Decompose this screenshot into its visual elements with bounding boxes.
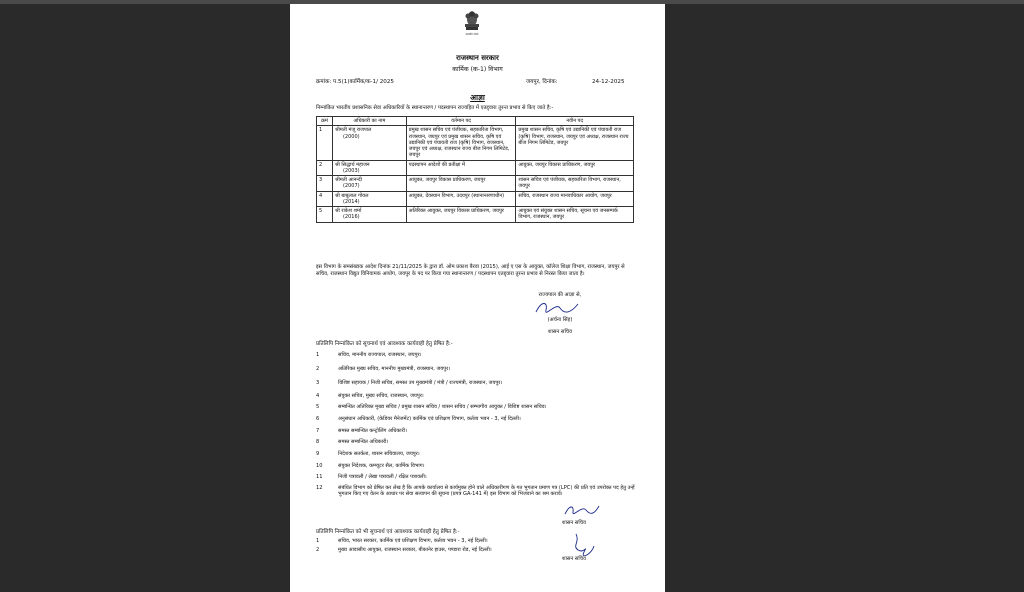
row-new-post: आयुक्त, जयपुर विकास प्राधिकरण, जयपुर [516, 160, 634, 176]
table-row [317, 207, 634, 223]
row-officer [332, 126, 406, 160]
state-emblem-icon [462, 10, 482, 36]
list-item [316, 547, 646, 553]
govt-name: राजस्थान सरकार [456, 54, 499, 62]
item-number: 8 [316, 439, 320, 445]
svg-text:सत्यमेव जयते: सत्यमेव जयते [465, 33, 479, 36]
header-current-post: वर्तमान पद [406, 117, 516, 126]
item-text: मुख्य आवासीय आयुक्त, राजस्थान सरकार, बीकानेर हाउस, पण्डारा रोड, नई दिल्ली। [338, 547, 492, 553]
officer-batch: (2007) [342, 183, 360, 190]
header-serial: क्रमं [317, 117, 333, 126]
document-page [290, 4, 665, 592]
list-item [316, 463, 646, 469]
table-row [317, 191, 634, 207]
by-order-text: राज्यपाल की आज्ञा से, [538, 292, 582, 298]
item-text: विशिष्ट सहायक / निजी सचिव, समस्त उप मुख्यमंत्री / मंत्री / राज्यमंत्री, राजस्थान, जयपुर। [338, 380, 503, 386]
row-serial: 2 [317, 160, 333, 176]
row-new-post: सचिव, राजस्थान राज्य मानवाधिकार आयोग, जयपुर [516, 191, 634, 207]
table-row [317, 126, 634, 160]
item-number: 3 [316, 380, 320, 386]
row-officer [332, 160, 406, 176]
transfer-table [316, 116, 634, 223]
list-item [316, 404, 646, 410]
officer-name: श्री बाबूलाल गोयल [334, 192, 369, 199]
row-serial: 5 [317, 207, 333, 223]
item-text: अनुसंधान अधिकारी, (केडियर मैनेजमेंट) कार्मिक एवं प्रशिक्षण विभाग, कर्तव्य भवन - 3, नई दिल्ली। [338, 416, 521, 422]
row-serial: 1 [317, 126, 333, 160]
row-serial: 3 [317, 176, 333, 192]
list-item [316, 428, 646, 434]
item-text: निजी पत्रावली / लेखा पत्रावली / रक्षित पत्रावली। [338, 474, 427, 480]
row-current-post: पदस्थापन आदेशों की प्रतीक्षा में [406, 160, 516, 176]
signatory-designation: शासन सचिव [562, 520, 586, 526]
item-number: 6 [316, 416, 320, 422]
signature-icon [566, 532, 596, 556]
item-text: समस्त सम्बन्धित कन्ट्रोलिंग अधिकारी। [338, 428, 407, 434]
item-number: 1 [316, 352, 320, 358]
officer-name: श्रीमती आनन्दी [334, 177, 362, 183]
row-new-post: आयुक्त एवं संयुक्त शासन सचिव, सूचना एवं जनसम्पर्क विभाग, राजस्थान, जयपुर [516, 207, 634, 223]
table-row [317, 176, 634, 192]
order-title: आज्ञा [470, 93, 485, 102]
row-new-post: प्रमुख शासन सचिव, कृषि एवं उद्यानिकी एवं पंचायती राज (कृषि) विभाग, राजस्थान, जयपुर एवं अध्यक्ष, राजस्थान राज्य बीज निगम लिमिटेड, जयपुर [516, 126, 634, 160]
signature-block-1 [520, 292, 600, 336]
signature-icon [562, 502, 602, 518]
list-item [316, 366, 646, 372]
header-officer-name: अधिकारी का नाम [332, 117, 406, 126]
item-number: 2 [316, 366, 320, 372]
list-item [316, 393, 646, 399]
item-number: 4 [316, 393, 320, 399]
item-text: निदेशक सतर्कता, शासन सचिवालय, जयपुर। [338, 451, 420, 457]
list-item [316, 380, 646, 386]
order-number: क्रमांक: प.5(1)कार्मिक/क-1/ 2025 [316, 79, 394, 85]
copy-list-heading: प्रतिलिपि निम्नांकित को सूचनार्थ एवं आवश्यक कार्यवाही हेतु प्रेषित है:- [316, 341, 453, 347]
list-item [316, 451, 646, 457]
item-text: अतिरिक्त मुख्य सचिव, माननीय मुख्यमंत्री, राजस्थान, जयपुर। [338, 366, 451, 372]
order-date: 24-12-2025 [592, 79, 625, 85]
row-current-post: प्रमुख शासन सचिव एवं पंजीयक, सहकारिता विभाग, राजस्थान, जयपुर एवं प्रमुख शासन सचिव, कृषि एवं उद्यानिकी एवं पंचायती राज (कृषि) विभाग, राजस्थान, जयपुर एवं अध्यक्ष, राजस्थान राज्य बीज निगम लिमिटेड, जयपुर [406, 126, 516, 160]
table-row [317, 160, 634, 176]
signatory-designation: शासन सचिव [548, 329, 572, 335]
cancellation-paragraph: इस विभाग के समसंख्यक आदेश दिनांक 21/11/2025 के द्वारा डॉ. ओम प्रकाश बैरवा (2015), आई ए एस के आयुक्त, कॉलेज शिक्षा विभाग, राजस्थान, जयपुर से सचिव, राजस्थान विद्युत विनियामक आयोग, जयपुर के पद पर किया गया स्थानान्तरण / पदस्थापन एतद्द्वारा तुरन्त प्रभाव से निरस्त किया जाता है। [316, 264, 625, 277]
list-item [316, 474, 646, 480]
item-number: 10 [316, 463, 323, 469]
list-item [316, 485, 646, 498]
intro-text: निम्नांकित भारतीय प्रशासनिक सेवा अधिकारियों के स्थानान्तरण / पदस्थापन राज्यहित में एतद्द्वारा तुरन्त प्रभाव से किए जाते है:- [316, 105, 554, 111]
item-text: संयुक्त सचिव, मुख्य सचिव, राजस्थान, जयपुर। [338, 393, 424, 399]
officer-batch: (2000) [342, 133, 360, 140]
list-item [316, 538, 646, 544]
officer-batch: (2003) [342, 167, 360, 174]
item-text: संबंधित विभाग को प्रेषित कर लेख है कि आपके कार्यालय से कार्यमुक्त होने वाले अधिकारीगण के गत भुगतान प्रमाण पत्र (LPC) की प्रति एवं उपरोक्त पद हेतु उन्हें भुगतान किए गए वेतन के आधार पर सेवा सत्यापन की सूचना (प्रपत्र GA-141 में) इस विभाग को भिजवाने का श्रम करावें। [338, 485, 635, 498]
list-item [316, 439, 646, 445]
place-date-label: जयपुर, दिनांक: [526, 79, 558, 85]
item-number: 11 [316, 474, 323, 480]
item-number: 5 [316, 404, 320, 410]
copy-list-heading-2: प्रतिलिपि निम्नांकित को भी सूचनार्थ एवं आवश्यक कार्यवाही हेतु प्रेषित है:- [316, 529, 460, 535]
row-serial: 4 [317, 191, 333, 207]
list-item [316, 352, 646, 358]
header-new-post: नवीन पद [516, 117, 634, 126]
item-text: सचिव, भारत सरकार, कार्मिक एवं प्रशिक्षण विभाग, कर्तव्य भवन - 3, नई दिल्ली। [338, 538, 488, 544]
item-text: संयुक्त निदेशक, कम्प्यूटर सैल, कार्मिक विभाग। [338, 463, 425, 469]
row-officer [332, 176, 406, 192]
item-number: 7 [316, 428, 320, 434]
item-text: समस्त सम्बन्धित अधिकारी। [338, 439, 389, 445]
signatory-name: (अर्चना सिंह) [547, 316, 573, 323]
list-item [316, 416, 646, 422]
signature-icon [532, 298, 582, 318]
item-number: 2 [316, 547, 320, 553]
signatory-designation: शासन सचिव [562, 556, 586, 562]
officer-batch: (2014) [342, 198, 360, 205]
row-current-post: अतिरिक्त आयुक्त, जयपुर विकास प्राधिकरण, जयपुर [406, 207, 516, 223]
officer-name: श्री सिद्धार्थ महाजन [334, 161, 370, 168]
officer-name: श्रीमती मंजू राजपाल [334, 127, 372, 134]
department-name: कार्मिक (क-1) विभाग [452, 66, 503, 73]
row-current-post: आयुक्त, देवस्थान विभाग, उदयपुर (स्थानान्तरणाधीन) [406, 191, 516, 207]
row-new-post: शासन सचिव एवं पंजीयक, सहकारिता विभाग, राजस्थान, जयपुर [516, 176, 634, 192]
officer-batch: (2016) [342, 214, 360, 221]
officer-name: श्री राकेश शर्मा [334, 208, 362, 214]
row-current-post: आयुक्त, जयपुर विकास प्राधिकरण, जयपुर [406, 176, 516, 192]
item-text: सम्बन्धित अतिरिक्त मुख्य सचिव / प्रमुख शासन सचिव / शासन सचिव / सम्भागीय आयुक्त / विशिष्ट शासन सचिव। [338, 404, 547, 410]
row-officer [332, 191, 406, 207]
row-officer [332, 207, 406, 223]
item-number: 9 [316, 451, 320, 457]
table-header-row [317, 117, 634, 126]
item-text: सचिव, माननीय राज्यपाल, राजस्थान, जयपुर। [338, 352, 422, 358]
item-number: 1 [316, 538, 320, 544]
item-number: 12 [316, 485, 323, 491]
